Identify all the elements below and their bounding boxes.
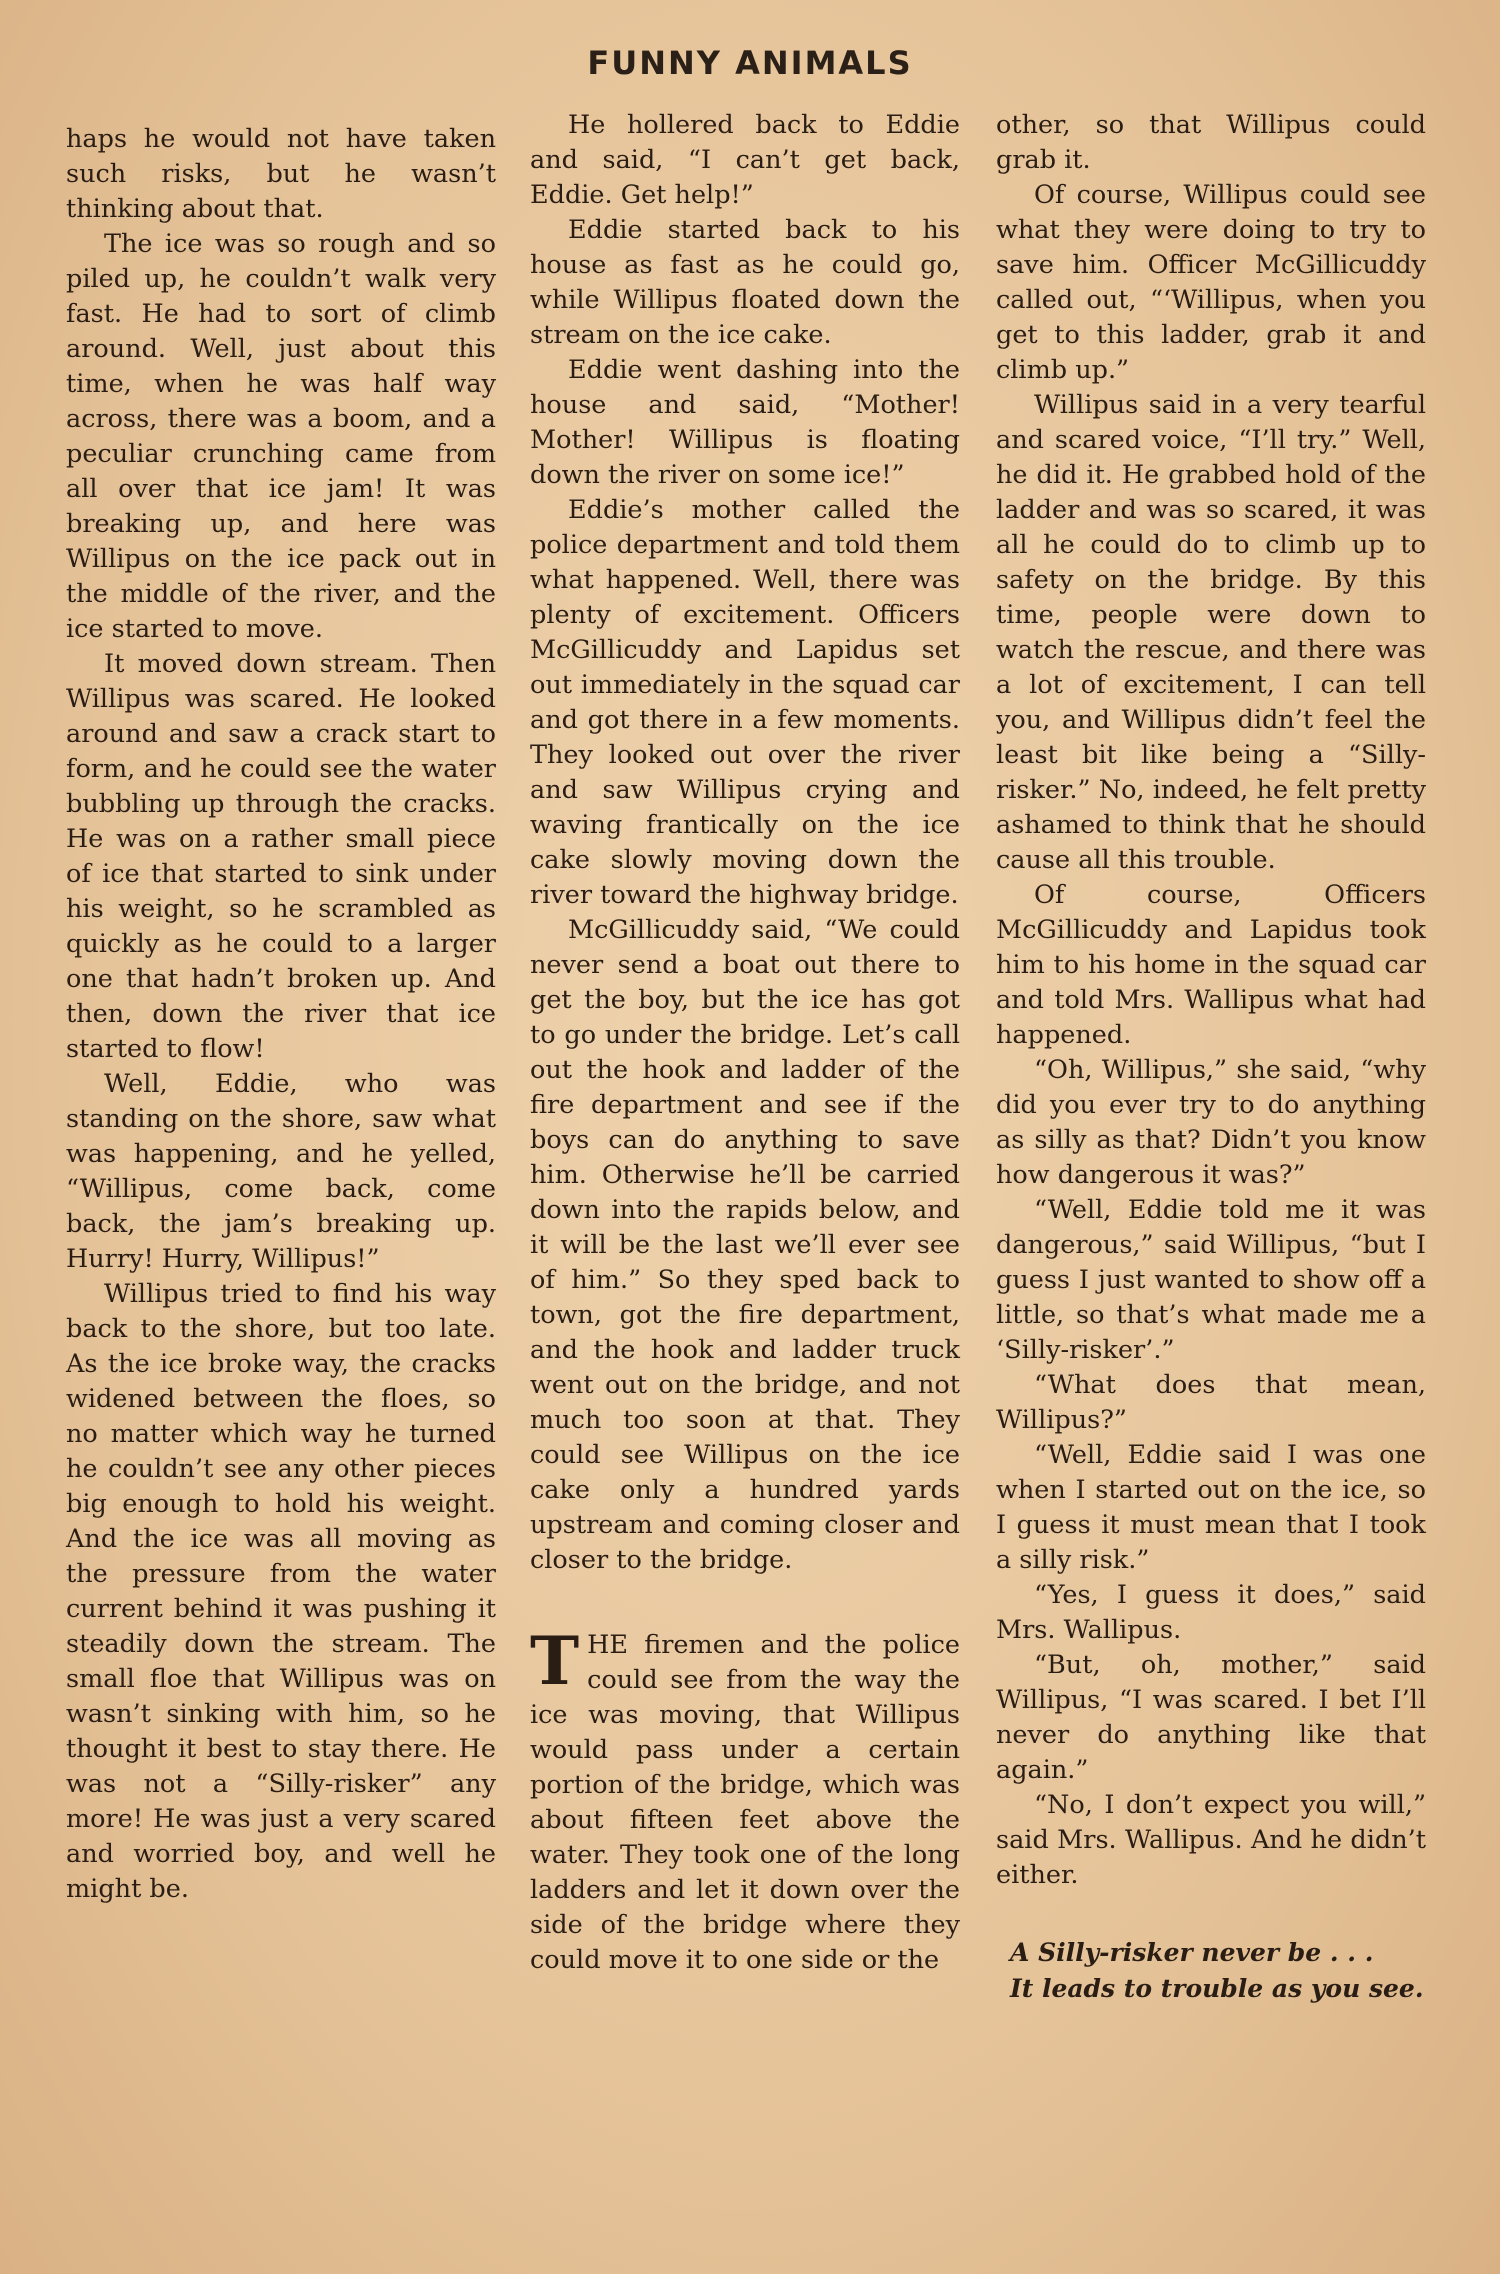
paragraph: “What does that mean, Willipus?” [996,1370,1426,1435]
paragraph: Of course, Willipus could see what they were doing to try to save him. Officer McGillicuddy called out, “‘Willipus, when you get to this ladder, grab it and climb up.” [996,180,1426,385]
paragraph: haps he would not have taken such risks, but he wasn’t thinking about that. [66,124,496,224]
paragraph: Of course, Officers McGillicuddy and Lapidus took him to his home in the squad car and told Mrs. Wallipus what had happened. [996,880,1426,1050]
drop-cap-initial: T [530,1622,580,1700]
paragraph: “Well, Eddie told me it was dangerous,” said Willipus, “but I guess I just wanted to show off a little, so that’s what made me a ‘Silly-risker’.” [996,1195,1426,1365]
dropcap-paragraph [530,1622,960,1978]
paragraph: Eddie’s mother called the police department and told them what happened. Well, there was plenty of excitement. Officers McGillicuddy and Lapidus set out immediately in the squad car and got there in a few moments. They looked out over the river and saw Willipus crying and waving frantically on the ice cake slowly moving down the river toward the highway bridge. [530,495,960,910]
closing-line: A Silly-risker never be . . . [1010,1938,1374,1967]
text-column-3 [996,108,1426,2007]
paragraph: other, so that Willipus could grab it. [996,110,1426,175]
dropcap-paragraph-text: HE firemen and the police could see from the way the ice was moving, that Willipus would pass under a certain portion of the bridge, which was about fifteen feet above the water. They took one of the long ladders and let it down over the side of the bridge where they could move it to one side or the [530,1630,960,1975]
paragraph: Eddie went dashing into the house and said, “Mother! Mother! Willipus is floating down the river on some ice!” [530,355,960,490]
paragraph: The ice was so rough and so piled up, he couldn’t walk very fast. He had to sort of climb around. Well, just about this time, when he was half way across, there was a boom, and a peculiar crunching came from all over that ice jam! It was breaking up, and here was Willipus on the ice pack out in the middle of the river, and the ice started to move. [66,229,496,644]
paragraph: Eddie started back to his house as fast as he could go, while Willipus floated down the stream on the ice cake. [530,215,960,350]
paragraph: He hollered back to Eddie and said, “I can’t get back, Eddie. Get help!” [530,110,960,210]
text-column-2 [530,108,960,1978]
page-title: FUNNY ANIMALS [587,44,913,82]
paragraph: Well, Eddie, who was standing on the shore, saw what was happening, and he yelled, “Willipus, come back, come back, the jam’s breaking up. Hurry! Hurry, Willipus!” [66,1069,496,1274]
closing-verse [996,1935,1426,2007]
paragraph: McGillicuddy said, “We could never send a boat out there to get the boy, but the ice has got to go under the bridge. Let’s call out the hook and ladder of the fire department and see if the boys can do anything to save him. Otherwise he’ll be carried down into the rapids below, and it will be the last we’ll ever see of him.” So they sped back to town, got the fire department, and the hook and ladder truck went out on the bridge, and not much too soon at that. They could see Willipus on the ice cake only a hundred yards upstream and coming closer and closer to the bridge. [530,915,960,1575]
paragraph: “Well, Eddie said I was one when I started out on the ice, so I guess it must mean that I took a silly risk.” [996,1440,1426,1575]
closing-line: It leads to trouble as you see. [1010,1974,1424,2003]
text-column-1 [66,122,496,1907]
paragraph: “No, I don’t expect you will,” said Mrs. Wallipus. And he didn’t either. [996,1790,1426,1890]
paragraph: It moved down stream. Then Willipus was scared. He looked around and saw a crack start to form, and he could see the water bubbling up through the cracks. He was on a rather small piece of ice that started to sink under his weight, so he scrambled as quickly as he could to a larger one that hadn’t broken up. And then, down the river that ice started to flow! [66,649,496,1064]
paragraph: Willipus said in a very tearful and scared voice, “I’ll try.” Well, he did it. He grabbed hold of the ladder and was so scared, it was all he could do to climb up to safety on the bridge. By this time, people were down to watch the rescue, and there was a lot of excitement, I can tell you, and Willipus didn’t feel the least bit like being a “Silly-risker.” No, indeed, he felt pretty ashamed to think that he should cause all this trouble. [996,390,1426,875]
paragraph: “But, oh, mother,” said Willipus, “I was scared. I bet I’ll never do anything like that again.” [996,1650,1426,1785]
paragraph: “Oh, Willipus,” she said, “why did you ever try to do anything as silly as that? Didn’t you know how dangerous it was?” [996,1055,1426,1190]
paragraph: “Yes, I guess it does,” said Mrs. Wallipus. [996,1580,1426,1645]
paragraph: Willipus tried to find his way back to the shore, but too late. As the ice broke way, the cracks widened between the floes, so no matter which way he turned he couldn’t see any other pieces big enough to hold his weight. And the ice was all moving as the pressure from the water current behind it was pushing it steadily down the stream. The small floe that Willipus was on wasn’t sinking with him, so he thought it best to stay there. He was not a “Silly-risker” any more! He was just a very scared and worried boy, and well he might be. [66,1279,496,1904]
